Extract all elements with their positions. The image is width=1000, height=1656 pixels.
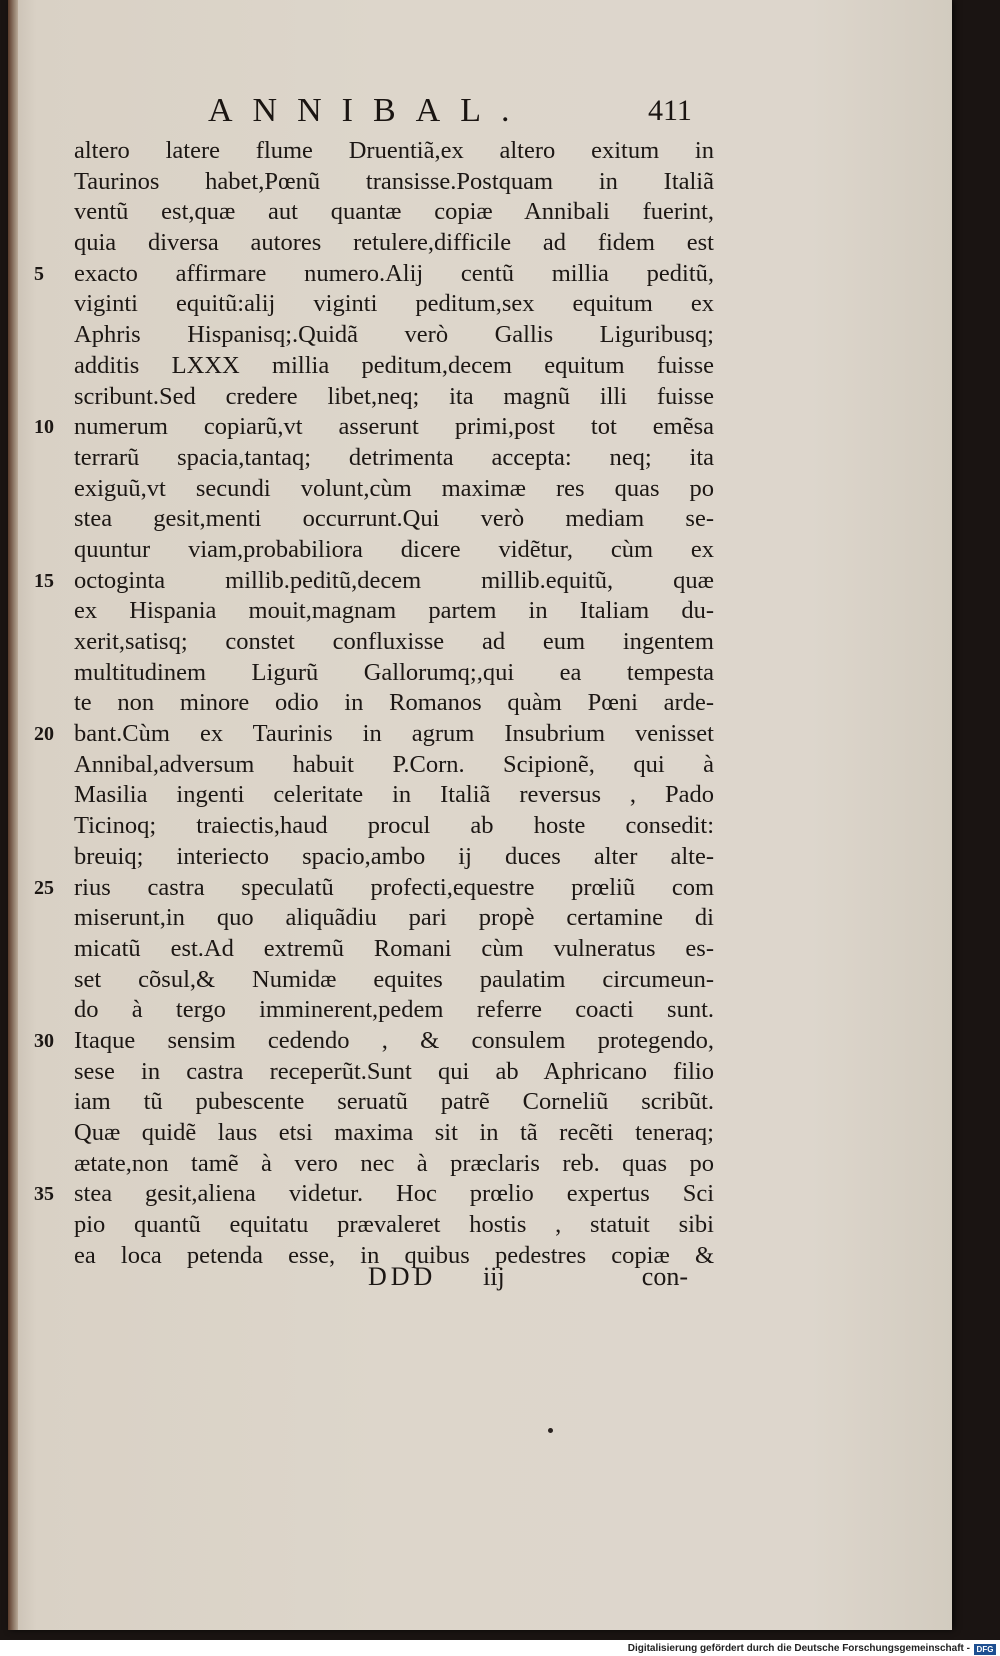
line-number: 20 (34, 723, 54, 746)
line-text: Quæ quidẽ laus etsi maxima sit in tã recẽti teneraq; (74, 1119, 714, 1146)
line-number: 15 (34, 569, 54, 592)
text-line (74, 504, 714, 535)
text-line (74, 903, 714, 934)
text-line (34, 1026, 714, 1057)
text-line (74, 167, 714, 198)
text-line (74, 443, 714, 474)
signature-mark: DDD (368, 1262, 437, 1291)
line-text: rius castra speculatũ profecti,equestre prœliũ com (74, 873, 714, 901)
text-line (34, 412, 714, 443)
line-text: stea gesit,aliena videtur. Hoc prœlio expertus Sci (74, 1180, 714, 1208)
line-text: te non minore odio in Romanos quàm Pœni arde- (74, 689, 714, 717)
text-line (74, 382, 714, 413)
line-number: 5 (34, 262, 44, 285)
text-line (74, 136, 714, 167)
text-line (74, 627, 714, 658)
text-line (34, 566, 714, 597)
line-text: ea loca petenda esse, in quibus pedestres copiæ & (74, 1241, 714, 1269)
line-text: xerit,satisq; constet confluxisse ad eum ingentem (74, 628, 714, 655)
line-text: Masilia ingenti celeritate in Italiã reversus , Pado (74, 781, 714, 809)
credit-bar (0, 1644, 1000, 1656)
line-number: 35 (34, 1183, 54, 1206)
line-text: scribunt.Sed credere libet,neq; ita magnũ illi fuisse (74, 382, 714, 410)
text-line (74, 1057, 714, 1088)
line-text: breuiq; interiecto spacio,ambo ij duces alter alte- (74, 842, 714, 870)
text-line (74, 780, 714, 811)
text-line (74, 842, 714, 873)
line-text: ætate,non tamẽ à vero nec à præclaris reb. quas po (74, 1149, 714, 1177)
line-text: miserunt,in quo aliquãdiu pari propè certamine di (74, 904, 714, 932)
line-text: exiguũ,vt secundi volunt,cùm maximæ res quas po (74, 474, 714, 502)
line-text: quia diversa autores retulere,difficile ad fidem est (74, 229, 714, 257)
ink-dot (548, 1428, 553, 1433)
text-line (74, 289, 714, 320)
line-text: Annibal,adversum habuit P.Corn. Scipionẽ, qui à (74, 750, 714, 778)
text-line (74, 1118, 714, 1149)
page-header (8, 92, 952, 132)
line-text: additis LXXX millia peditum,decem equitum fuisse (74, 351, 714, 379)
line-text: quuntur viam,probabiliora dicere vidẽtur, cùm ex (74, 535, 714, 563)
text-line (74, 934, 714, 965)
text-line (34, 719, 714, 750)
line-text: ex Hispania mouit,magnam partem in Italiam du- (74, 597, 714, 625)
text-line (74, 688, 714, 719)
page-spine (8, 0, 18, 1630)
running-head: ANNIBAL. (208, 92, 530, 129)
line-text: viginti equitũ:alij viginti peditum,sex equitum ex (74, 290, 714, 318)
line-text: numerum copiarũ,vt asserunt primi,post tot emẽsa (74, 413, 714, 441)
line-text: stea gesit,menti occurrunt.Qui verò mediam se- (74, 505, 714, 533)
text-line (74, 596, 714, 627)
line-text: micatũ est.Ad extremũ Romani cùm vulneratus es- (74, 934, 714, 962)
page-footer (368, 1262, 688, 1298)
text-line (74, 750, 714, 781)
line-number: 25 (34, 876, 54, 899)
text-line (74, 351, 714, 382)
text-line (34, 259, 714, 290)
text-line (74, 197, 714, 228)
line-text: set cõsul,& Numidæ equites paulatim circumeun- (74, 965, 714, 993)
text-line (74, 1149, 714, 1180)
line-text: iam tũ pubescente seruatũ patrẽ Corneliũ scribũt. (74, 1088, 714, 1116)
book-page (8, 0, 952, 1630)
line-number: 30 (34, 1029, 54, 1052)
text-line (34, 873, 714, 904)
line-number: 10 (34, 416, 54, 439)
text-line (74, 320, 714, 351)
text-line (74, 811, 714, 842)
catchword: con- (641, 1262, 688, 1291)
line-text: altero latere flume Druentiã,ex altero exitum in (74, 137, 714, 164)
text-line (74, 658, 714, 689)
line-text: exacto affirmare numero.Alij centũ millia peditũ, (74, 259, 714, 287)
page-number: 411 (648, 94, 692, 127)
line-text: Aphris Hispanisq;.Quidã verò Gallis Liguribusq; (74, 321, 714, 349)
signature-number: iij (483, 1262, 505, 1291)
text-block (34, 136, 714, 1271)
dfg-logo: DFG (974, 1644, 996, 1655)
text-line (74, 965, 714, 996)
text-line (74, 995, 714, 1026)
text-line (74, 228, 714, 259)
line-text: Ticinoq; traiectis,haud procul ab hoste consedit: (74, 812, 714, 840)
line-text: bant.Cùm ex Taurinis in agrum Insubrium venisset (74, 720, 714, 748)
text-line (74, 474, 714, 505)
text-line (34, 1179, 714, 1210)
credit-text: Digitalisierung gefördert durch die Deutsche Forschungsgemeinschaft - (627, 1643, 970, 1654)
line-text: sese in castra receperũt.Sunt qui ab Aphricano filio (74, 1057, 714, 1085)
line-text: do à tergo imminerent,pedem referre coacti sunt. (74, 996, 714, 1024)
line-text: Itaque sensim cedendo , & consulem protegendo, (74, 1026, 714, 1054)
text-line (74, 1087, 714, 1118)
line-text: ventũ est,quæ aut quantæ copiæ Annibali fuerint, (74, 198, 714, 226)
text-line (74, 1210, 714, 1241)
text-line (74, 535, 714, 566)
line-text: Taurinos habet,Pœnũ transisse.Postquam in Italiã (74, 167, 714, 195)
line-text: octoginta millib.peditũ,decem millib.equitũ, quæ (74, 566, 714, 594)
line-text: multitudinem Ligurũ Gallorumq;,qui ea tempesta (74, 658, 714, 686)
line-text: terrarũ spacia,tantaq; detrimenta accepta: neq; ita (74, 443, 714, 471)
line-text: pio quantũ equitatu prævaleret hostis , statuit sibi (74, 1211, 714, 1239)
